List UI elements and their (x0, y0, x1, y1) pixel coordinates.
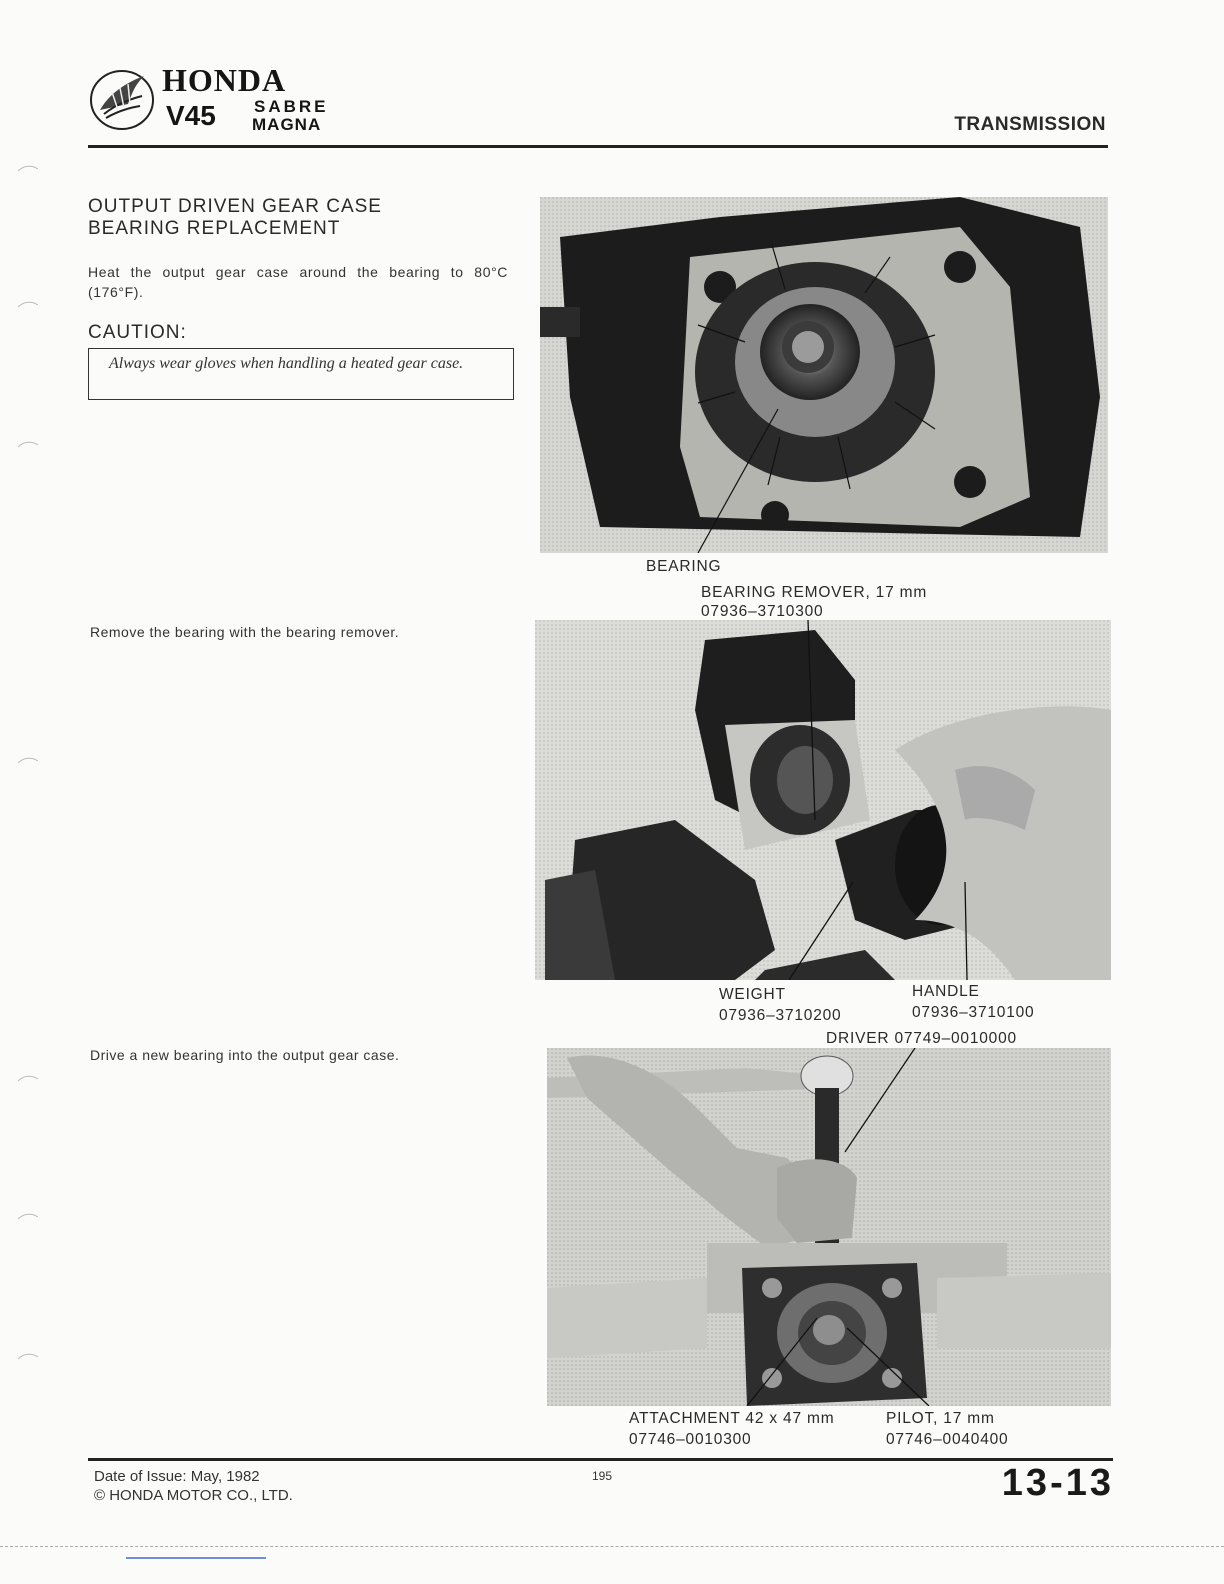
scan-artifact-underline (126, 1557, 266, 1559)
footer-info (94, 1467, 293, 1505)
variant-sabre: SABRE (254, 97, 329, 116)
section-title: TRANSMISSION (954, 114, 1106, 135)
margin-mark (18, 752, 38, 760)
label-bearing-remover-part: 07936–3710300 (701, 603, 824, 620)
caution-heading: CAUTION: (88, 322, 187, 343)
variant-magna: MAGNA (252, 115, 322, 134)
label-attachment: ATTACHMENT 42 x 47 mm (629, 1410, 835, 1427)
photo-bearing-driver (547, 1048, 1111, 1406)
label-bearing-remover: BEARING REMOVER, 17 mm (701, 584, 928, 601)
model-name: V45 (166, 100, 216, 131)
label-attachment-part: 07746–0010300 (629, 1431, 752, 1448)
margin-mark (18, 1208, 38, 1216)
chapter-page-number: 13-13 (1001, 1462, 1114, 1504)
brand-name: HONDA (162, 62, 287, 98)
procedure-title-line2: BEARING REPLACEMENT (88, 218, 341, 239)
procedure-title-line1: OUTPUT DRIVEN GEAR CASE (88, 196, 382, 217)
margin-mark (18, 1070, 38, 1078)
label-handle: HANDLE (912, 983, 980, 1000)
step-drive-bearing: Drive a new bearing into the output gear case. (90, 1047, 400, 1063)
honda-wing-logo (88, 66, 156, 134)
scan-edge-line (0, 1546, 1224, 1547)
procedure-title (88, 196, 382, 240)
label-driver: DRIVER 07749–0010000 (826, 1030, 1017, 1047)
footer-rule (88, 1458, 1113, 1461)
label-weight: WEIGHT (719, 986, 786, 1003)
copyright: © HONDA MOTOR CO., LTD. (94, 1487, 293, 1504)
margin-mark (18, 1348, 38, 1356)
photo-bearing-remover (535, 620, 1111, 980)
step-remove-bearing: Remove the bearing with the bearing remover. (90, 624, 400, 640)
photo-gear-case-bearing (540, 197, 1108, 553)
heat-instruction: Heat the output gear case around the bearing to 80°C (176°F). (88, 264, 508, 300)
label-weight-part: 07936–3710200 (719, 1007, 842, 1024)
margin-mark (18, 436, 38, 444)
issue-date: Date of Issue: May, 1982 (94, 1468, 260, 1485)
label-bearing: BEARING (646, 558, 722, 575)
header-rule (88, 145, 1108, 148)
margin-mark (18, 160, 38, 168)
margin-mark (18, 296, 38, 304)
page-number: 195 (592, 1469, 613, 1483)
caution-box: Always wear gloves when handling a heated gear case. (88, 348, 514, 400)
label-handle-part: 07936–3710100 (912, 1004, 1035, 1021)
label-pilot-part: 07746–0040400 (886, 1431, 1009, 1448)
label-pilot: PILOT, 17 mm (886, 1410, 995, 1427)
